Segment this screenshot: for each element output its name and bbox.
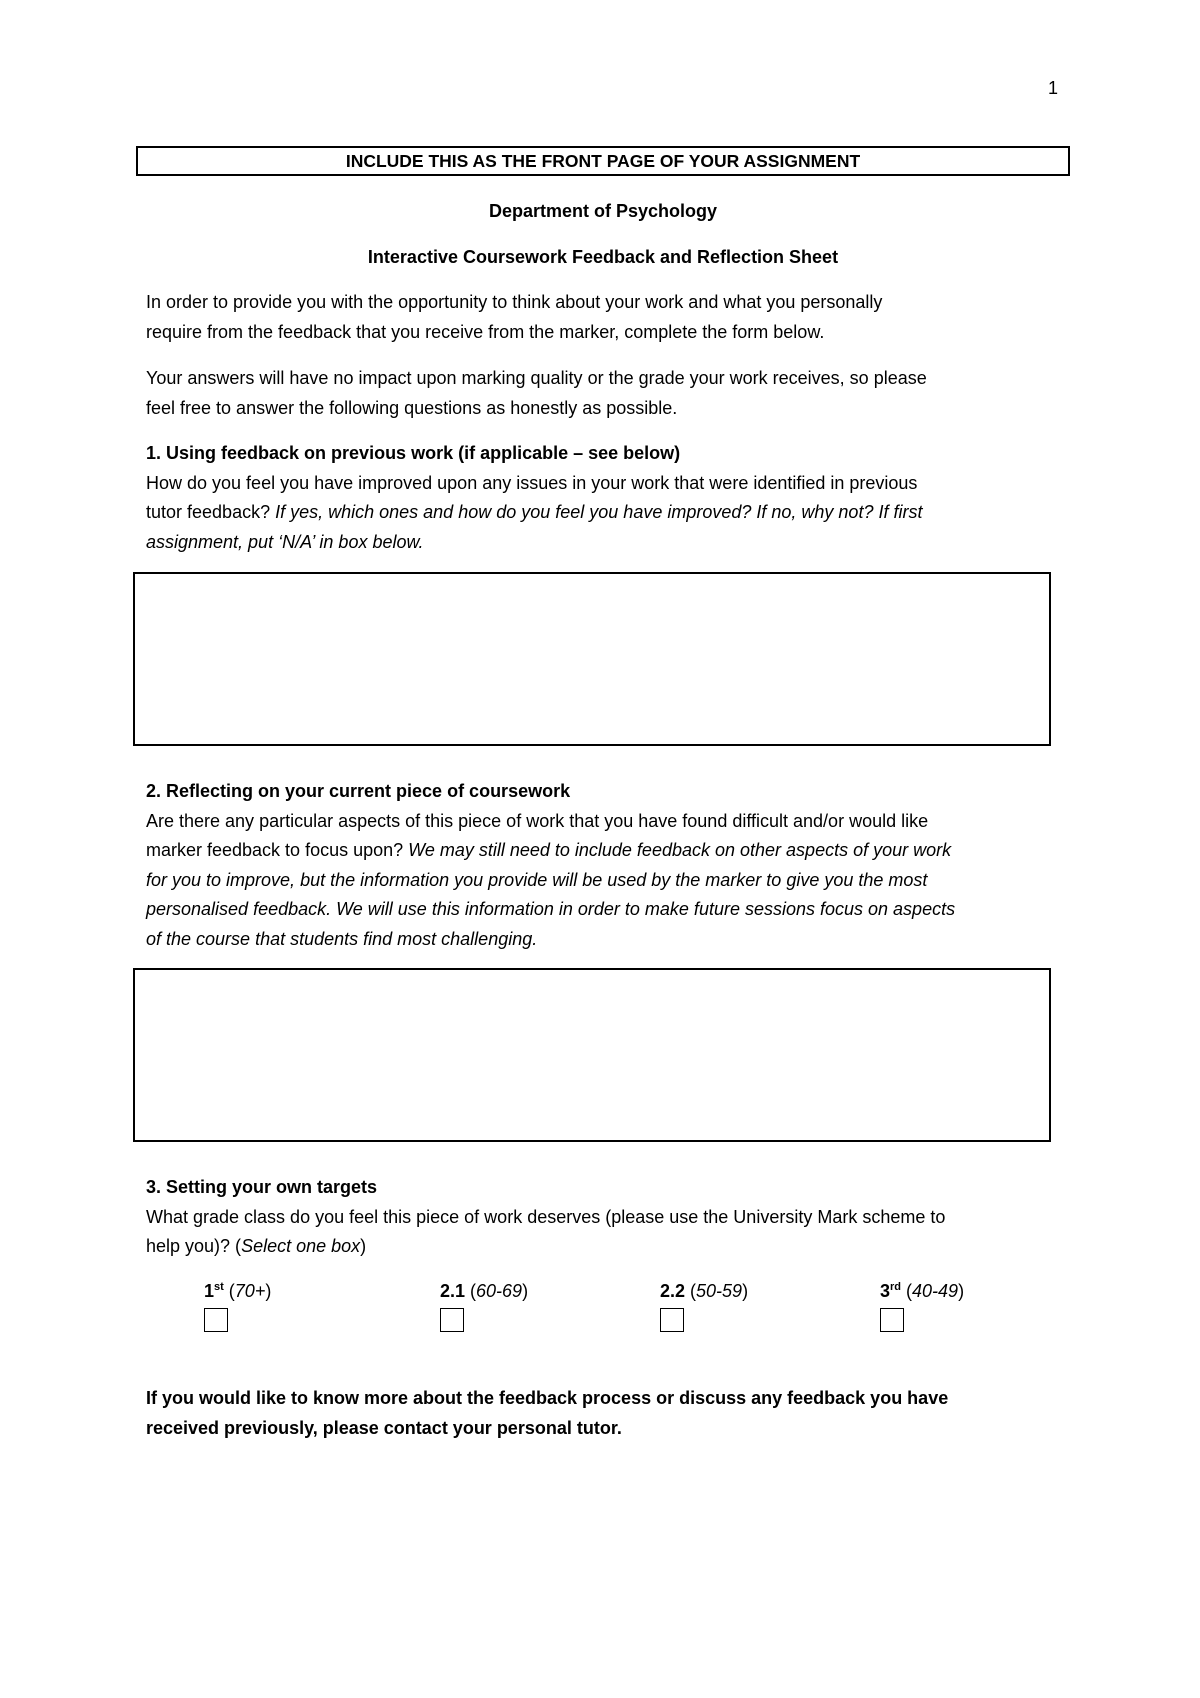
closing-line: received previously, please contact your personal tutor. <box>146 1417 622 1438</box>
closing-note <box>146 1384 1066 1443</box>
grade-option-2-1 <box>440 1281 528 1332</box>
question-1-text: tutor feedback? If yes, which ones and how do you feel you have improved? If no, why not? If first <box>146 502 923 522</box>
question-2 <box>146 777 1066 954</box>
question-2-instruction: personalised feedback. We will use this information in order to make future sessions focus on aspects <box>146 899 956 919</box>
grade-label: 2.1 (60-69) <box>440 1281 529 1301</box>
grade-2-1-checkbox[interactable] <box>440 1308 464 1332</box>
grade-label: 1st (70+) <box>204 1281 272 1301</box>
question-3 <box>146 1173 1066 1262</box>
page-number: 1 <box>1048 78 1059 98</box>
question-2-answer-box[interactable] <box>133 968 1051 1142</box>
question-3-text: What grade class do you feel this piece of work deserves (please use the University Mark scheme to <box>146 1206 946 1227</box>
question-2-text: Are there any particular aspects of this piece of work that you have found difficult and/or would like <box>146 810 929 831</box>
notice-paragraph <box>146 364 1066 423</box>
question-3-text: help you)? (Select one box) <box>146 1236 367 1256</box>
question-3-heading: 3. Setting your own targets <box>146 1177 378 1197</box>
notice-line: Your answers will have no impact upon marking quality or the grade your work receives, so please <box>146 368 927 388</box>
front-page-banner: INCLUDE THIS AS THE FRONT PAGE OF YOUR ASSIGNMENT <box>136 146 1070 176</box>
intro-line: require from the feedback that you receive from the marker, complete the form below. <box>146 321 825 342</box>
question-1-text: How do you feel you have improved upon any issues in your work that were identified in previous <box>146 472 918 493</box>
grade-2-2-checkbox[interactable] <box>660 1308 684 1332</box>
question-2-instruction: of the course that students find most challenging. <box>146 928 538 949</box>
grade-option-third <box>880 1281 964 1332</box>
grade-first-checkbox[interactable] <box>204 1308 228 1332</box>
grade-option-2-2 <box>660 1281 748 1332</box>
question-2-instruction: for you to improve, but the information you provide will be used by the marker to give you the most <box>146 869 928 890</box>
question-1-instruction: assignment, put ‘N/A’ in box below. <box>146 531 424 552</box>
closing-line: If you would like to know more about the feedback process or discuss any feedback you have <box>146 1388 949 1408</box>
question-1-heading: 1. Using feedback on previous work (if applicable – see below) <box>146 443 681 463</box>
department-heading: Department of Psychology <box>488 201 718 221</box>
form-title: Interactive Coursework Feedback and Reflection Sheet <box>367 247 839 267</box>
intro-line: In order to provide you with the opportunity to think about your work and what you personally <box>146 292 883 312</box>
question-1-answer-box[interactable] <box>133 572 1051 746</box>
grade-third-checkbox[interactable] <box>880 1308 904 1332</box>
question-1 <box>146 439 1066 557</box>
question-2-text: marker feedback to focus upon? We may still need to include feedback on other aspects of your work <box>146 840 952 860</box>
grade-option-first <box>204 1281 271 1332</box>
notice-line: feel free to answer the following questions as honestly as possible. <box>146 397 678 418</box>
intro-paragraph <box>146 288 1066 347</box>
grade-label: 2.2 (50-59) <box>660 1281 749 1301</box>
question-2-heading: 2. Reflecting on your current piece of coursework <box>146 781 571 801</box>
grade-label: 3rd (40-49) <box>880 1281 965 1301</box>
